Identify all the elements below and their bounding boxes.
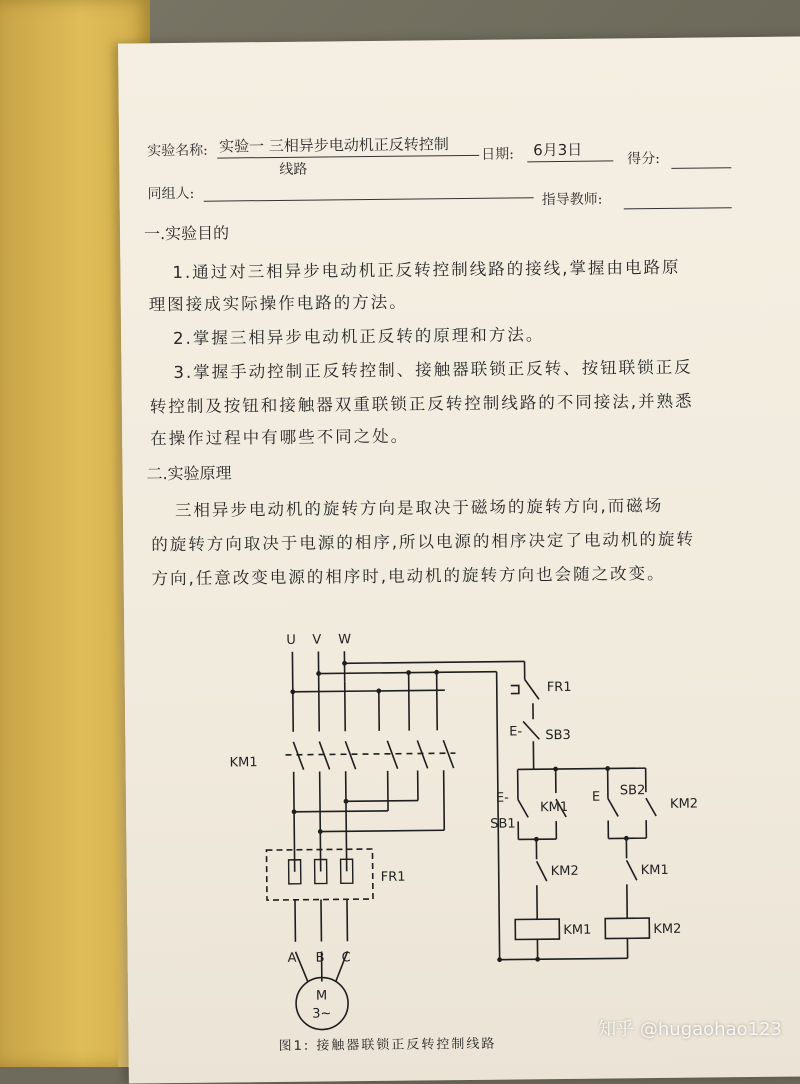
km2-coil-label: KM2	[653, 922, 681, 937]
section2-line-3: 方向,任意改变电源的相序时,电动机的旋转方向也会随之改变。	[151, 560, 665, 589]
date-label: 日期:	[481, 143, 514, 163]
e-sb3-label: E-	[509, 724, 522, 739]
phase-u-label: U	[286, 633, 296, 648]
km2-contact-2	[417, 740, 427, 768]
km1-coil-label: KM1	[563, 923, 591, 938]
sb2-contact	[608, 798, 618, 816]
km1-hold-label: KM1	[540, 800, 568, 815]
partner-label: 同组人:	[147, 183, 194, 203]
fr1-control-label: FR1	[547, 680, 572, 695]
km2-hold-label: KM2	[670, 797, 698, 812]
km1-contact-3	[345, 741, 355, 769]
control-bus-top	[345, 661, 525, 663]
motor-label: M	[316, 988, 327, 1003]
km1-interlock-label: KM1	[641, 863, 669, 878]
date-value: 6月3日	[533, 139, 582, 161]
phase-v-label: V	[312, 633, 321, 648]
km2-interlock-label: KM2	[551, 864, 579, 879]
km1-contact-2	[319, 741, 329, 769]
section1-line-1: 1.通过对三相异步电动机正反转控制线路的接线,掌握由电路原	[172, 254, 680, 283]
section2-line-2: 的旋转方向取决于电源的相序,所以电源的相序决定了电动机的旋转	[151, 526, 695, 556]
sb3-contact	[523, 721, 539, 739]
sb3-label: SB3	[545, 728, 571, 743]
terminal-b-label: B	[316, 951, 325, 966]
km2-contact-3	[443, 740, 453, 768]
bus-u	[293, 690, 445, 692]
km2-hold-contact	[646, 798, 656, 816]
figure-caption: 图1: 接触器联锁正反转控制线路	[278, 1036, 496, 1054]
km1-coil	[515, 919, 559, 939]
section2-line-1: 三相异步电动机的旋转方向是取决于磁场的旋转方向,而磁场	[175, 492, 663, 521]
km1-contact-1	[293, 742, 303, 770]
km1-interlock-contact	[627, 860, 637, 880]
e-sb2-label: E	[592, 790, 600, 805]
motor-phase-label: 3~	[312, 1006, 331, 1021]
sb2-label: SB2	[620, 783, 646, 798]
sb1-label: SB1	[490, 816, 516, 831]
section2-title: 二.实验原理	[146, 460, 231, 484]
km2-coil	[605, 918, 649, 938]
km1-main-label: KM1	[229, 755, 257, 770]
section1-line-5: 转控制及按钮和接触器双重联锁正反转控制线路的不同接法,并熟悉	[150, 388, 694, 418]
circuit-diagram	[118, 36, 800, 1083]
fr1-control-contact	[525, 679, 539, 699]
e-sb1-label: E-	[496, 791, 509, 806]
notebook-page	[118, 36, 800, 1083]
section1-line-6: 在操作过程中有哪些不同之处。	[150, 423, 409, 450]
bus-v	[319, 672, 437, 673]
control-bus-mid	[518, 768, 646, 769]
km2-interlock-contact	[537, 861, 547, 881]
experiment-name-label: 实验名称:	[147, 140, 208, 161]
section1-line-3: 2.掌握三相异步电动机正反转的原理和方法。	[173, 321, 544, 349]
watermark: 知乎 @hugaohao123	[598, 1015, 782, 1041]
phase-w-label: W	[338, 632, 351, 647]
terminal-a-label: A	[288, 951, 297, 966]
instructor-label: 指导教师:	[542, 189, 603, 210]
score-label: 得分:	[627, 148, 660, 168]
fr1-main-label: FR1	[381, 870, 406, 885]
km-mechanical-link	[285, 753, 455, 755]
experiment-name-value-line2: 线路	[279, 159, 307, 179]
fr1-control-contact-bracket	[511, 685, 519, 693]
experiment-name-value: 实验一 三相异步电动机正反转控制	[219, 133, 449, 156]
control-bus-bottom	[500, 958, 628, 959]
section1-title: 一.实验目的	[144, 220, 229, 244]
terminal-c-label: C	[342, 950, 351, 965]
sb1-contact	[518, 799, 528, 817]
section1-line-2: 理图接成实际操作电路的方法。	[149, 289, 408, 316]
fr1-thermal-box	[266, 849, 373, 900]
km2-contact-1	[387, 741, 397, 769]
section1-line-4: 3.掌握手动控制正反转控制、接触器联锁正反转、按钮联锁正反	[173, 354, 692, 383]
